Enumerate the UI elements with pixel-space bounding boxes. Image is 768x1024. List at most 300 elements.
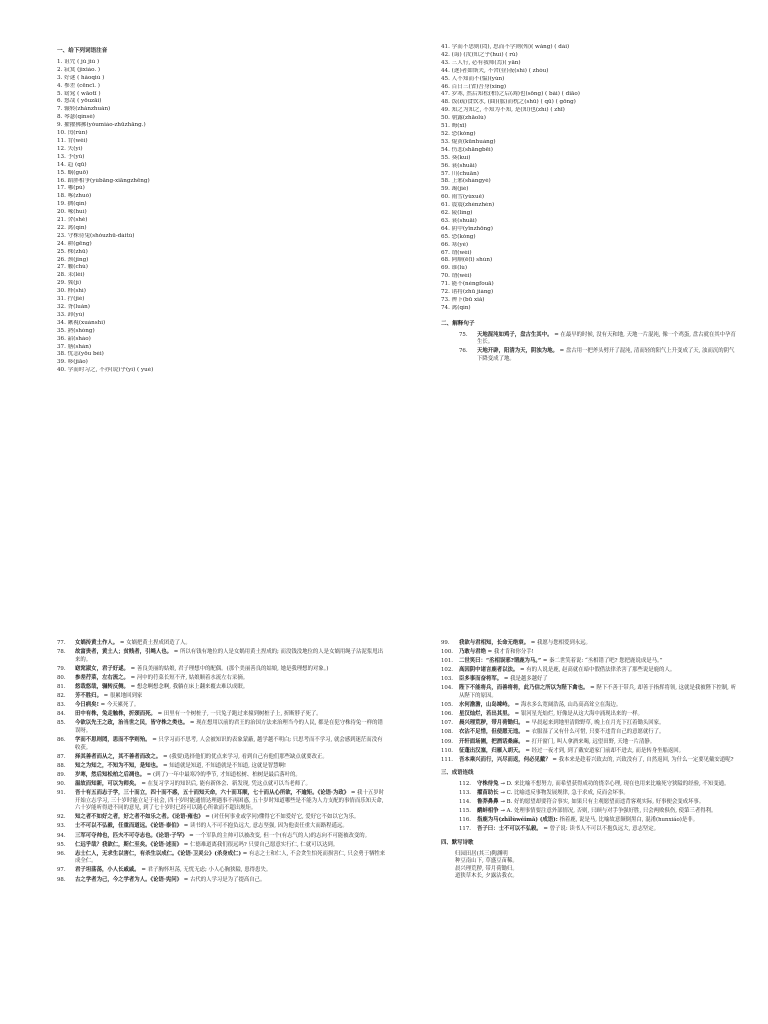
vocab-item: 69. 谁(lù) (441, 265, 468, 272)
item-translation: C. 比喻违反事物发展规律, 急于求成, 反而会坏事。 (504, 790, 629, 796)
explain-item (441, 676, 741, 684)
item-number: 79. (57, 665, 66, 672)
item-number: 96. (57, 850, 66, 857)
item-number: 104. (441, 685, 454, 692)
explain-item (57, 814, 387, 822)
item-text (459, 757, 741, 765)
item-sentence: 吾十有五而志于学，三十而立，四十而不惑，五十而知天命，六十而耳顺，七十而从心所欲，不逾矩。《论语·为政》 (75, 790, 350, 797)
item-translation: = 很累地回到家 (101, 693, 143, 700)
item-number: 94. (57, 832, 66, 839)
vocab-item: 52. 恐(kǒng) (441, 130, 476, 137)
item-text (459, 748, 741, 756)
item-text (75, 877, 387, 885)
vocab-item: 14. 趋 (qū) (57, 161, 87, 168)
item-sentence: 知之者不如好之者，好之者不如乐之者。《论语·雍也》 (75, 814, 204, 821)
idiom-item (459, 826, 741, 834)
idiom-item (459, 781, 741, 789)
vocab-item: 30. 释(shì) (57, 288, 86, 295)
item-number: 87. (57, 753, 66, 760)
vocab-item: 70. 谓(wèi) (441, 273, 472, 280)
vocab-item: 47. 岁寒, 然后知松(柏)之后(凋)也(sōng) ( bǎi) ( diāo) (441, 91, 580, 98)
vocab-item: 61. 震震(zhènzhèn) (441, 202, 495, 209)
item-text (477, 781, 741, 789)
item-number: 90. (57, 781, 66, 787)
vocab-item: 68. 阿顺(ē(ī) shùn) (441, 257, 493, 264)
explain-item (441, 649, 741, 657)
item-text (459, 649, 741, 657)
item-sentence: 衣沾不足惜，但使愿无违。 (459, 729, 524, 736)
item-translation: = (对任何事业或学问)懂得它不如爱好它, 爱好它不如以它为乐。 (203, 814, 360, 821)
item-text (477, 817, 741, 825)
item-translation: = 善良美丽的姑娘, 君子理想中的配偶。(那个美丽善良的姑娘, 她是我理想的对象。) (128, 665, 329, 672)
item-translation: = 在复习学习的知识后, 能有新体会、新发现, 凭这点就可以当老师了。 (139, 781, 311, 787)
item-sentence: 天地混沌如鸡子，盘古生其中。 (477, 331, 553, 338)
vocab-item: 2. 寂寞 (jìxiào. ) (57, 66, 101, 73)
vocab-item: 38. 忧恚(yōu bèi) (57, 351, 104, 358)
item-translation: = 古代的人学习是为了提高自己。 (182, 876, 266, 883)
item-text (477, 808, 741, 816)
vocab-item: 42. (诲) (汝)知之乎(huì) ( rǔ) (441, 51, 518, 58)
item-sentence: 吾本乘兴而行，兴尽而返，何必见戴？ (459, 756, 551, 763)
item-text (75, 640, 387, 648)
item-translation: = 我是越多越好了 (502, 676, 548, 683)
vocab-item: 28. 耒(lěi) (57, 272, 85, 279)
item-text (75, 711, 387, 719)
item-number: 112. (459, 780, 472, 787)
explain-item (57, 693, 387, 701)
item-sentence: 女娲抟黄土作人。 (75, 640, 119, 646)
explain-list (57, 640, 387, 884)
item-number: 109. (441, 738, 454, 745)
item-text (459, 711, 741, 719)
item-text (75, 833, 387, 841)
item-sentence: 参差荇菜，左右流之。 (75, 674, 129, 681)
item-translation: = 早晨起来到地里清除野草, 晚上在月光下扛着锄头回家。 (523, 720, 665, 727)
item-number: 84. (57, 711, 66, 718)
explain-item (57, 649, 387, 664)
item-translation: = 君子胸怀坦荡, 无忧无虑; 小人心胸狭隘, 患得患失。 (139, 867, 272, 874)
item-sentence: 今欲以先王之政，治当世之民，皆守株之类也。 (75, 720, 189, 727)
vocab-item: 7. 辗转(zhǎnzhuǎn) (57, 106, 111, 113)
item-translation: B. 好的愿望却要符合事实, 如果只有主观愿望而违背客观实际, 好事便会变成坏事。 (504, 799, 705, 806)
item-sentence: 择其善者而从之，其不善者而改之。 (75, 753, 162, 760)
item-text (75, 867, 387, 875)
explain-item (57, 851, 387, 866)
item-sentence: 志士仁人，无求生以害仁，有杀生以成仁。《论语·卫灵公》(杀身成仁) (75, 850, 241, 857)
item-sentence: 指鹿为马(zhǐlùwéimǎ) (成语): (477, 817, 558, 824)
item-number: 91. (57, 790, 66, 797)
vocab-item: 16. 蹈胖相争(yùbāng-xiāngzhēng) (57, 177, 150, 184)
idiom-item (459, 790, 741, 798)
vocab-item: 22. 禽(qín) (57, 224, 87, 231)
explain-column-left (57, 640, 387, 886)
item-translation: = 衣服湿了又有什么可惜, 只要不违背自己的意愿就行了。 (523, 729, 665, 736)
explain-item (441, 757, 741, 765)
vocab-item: 37. 膳(shàn) (57, 343, 92, 350)
explain-item (57, 720, 387, 735)
item-number: 107. (441, 720, 454, 727)
idiom-list (441, 781, 741, 834)
vocab-item: 45. 人不知而不(愠)(yùn) (441, 75, 505, 82)
item-text (75, 754, 387, 762)
item-sentence: 温故而知新，可以为师矣。 (75, 781, 140, 787)
vocab-item: 48. 饭(疏)食饮水, (曲)(肱)而枕之(shū) ( qū) ( gōng) (441, 99, 576, 106)
vocab-item: 56. 衰(shuāi) (441, 162, 477, 169)
item-translation: = 盘古用一把斧头劈开了混沌, 清而轻的阳气上升变成了天, 浊而沉的阴气下降变成了地。 (477, 348, 735, 362)
vocab-item: 60. 雨雪(yùxuě) (441, 194, 485, 201)
item-text (477, 790, 741, 798)
item-text (459, 739, 741, 747)
item-sentence: 知之为知之，不知为不知，是知也。 (75, 762, 162, 769)
item-text (477, 332, 739, 347)
item-sentence: 今日病矣! (75, 702, 99, 709)
item-number: 102. (441, 667, 454, 674)
item-number: 111. (441, 756, 454, 763)
vocab-item: 20. 喙(huì) (57, 209, 87, 216)
item-sentence: 悠哉悠哉，辗转反侧。 (75, 683, 129, 690)
item-sentence: 二世笑曰：“丞相误邪?谓鹿为马。” (459, 658, 542, 665)
vocab-item: 59. 竭(jié) (441, 186, 469, 193)
item-translation: = 陛下不善于带兵, 却善于指挥将领, 这就是我被陛下控制, 听从陛下的原因。 (459, 685, 736, 700)
section-heading-idioms: 三、成语连线 (441, 770, 474, 777)
item-translation: = 海水多么宽阔浩荡, 山岛高高耸立在海边。 (512, 702, 622, 709)
explain-item (57, 790, 387, 813)
vocab-item: 67. 谓(wèi) (441, 249, 472, 256)
explain-list (441, 640, 741, 764)
item-translation: = 有志之士和仁人, 不会贪生怕死而损害仁, 只会勇于牺牲来成全仁。 (75, 850, 386, 865)
vocab-item: 44. (逐)者如斯夫, 不舍(昼)夜(shì) ( zhòu) (441, 67, 549, 74)
vocab-item: 25. 株(zhū) (57, 248, 88, 255)
item-sentence: 三军可夺帅也，匹夫不可夺志也。《论语·子罕》 (75, 832, 188, 839)
explain-item (441, 640, 741, 648)
item-translation: = 河中的荇菜长短不齐, 姑娘顺着水流左右采摘。 (128, 674, 249, 681)
item-number: 114. (459, 799, 472, 806)
item-translation: = 经过一夜才到, 到了戴安道家门前却不进去, 而是转身坐船返回。 (523, 747, 685, 754)
item-sentence: 守株待兔 → (477, 780, 505, 787)
explain-item (441, 729, 741, 737)
item-text (75, 790, 387, 813)
item-translation: = 今天累死了。 (98, 702, 140, 709)
item-translation: = (我要)选择他们的优点来学习, 看到自己有他们那些缺点就要改正。 (161, 753, 328, 760)
poem-line: 归园田居(其三)陶渊明 (455, 850, 508, 857)
item-text (459, 702, 741, 710)
explain-item (57, 877, 387, 885)
item-sentence: 陛下不能将兵，而善将将，此乃信之所以为陛下禽也。 (459, 685, 589, 692)
vocab-item: 50. 朝露(zhāolù) (441, 115, 486, 122)
item-sentence: 岁寒，然后知松柏之后凋也。 (75, 771, 146, 778)
vocab-column-right (441, 44, 741, 365)
item-number: 92. (57, 814, 66, 821)
explain-item (57, 737, 387, 752)
item-translation: = 仁德难道离我们很远吗? 只要自己愿意实行仁, 仁就可以达到。 (182, 841, 339, 848)
explain-item (57, 711, 387, 719)
item-text (477, 826, 741, 834)
item-sentence: 乃敢与君绝 (459, 649, 486, 656)
explain-item (57, 684, 387, 692)
item-translation: = 打开窗门, 叫人拿酒来喝, 远望田野, 天地一片清静。 (523, 738, 656, 745)
explain-item (441, 748, 741, 756)
item-sentence: 仁远乎哉？我欲仁，斯仁至矣。《论语·述而》 (75, 841, 182, 848)
vocab-item: 12. 矢(yì) (57, 145, 83, 152)
item-sentence: 我欲与君相知，长命无绝衰。 (459, 640, 530, 646)
item-translation: A. 处理事情要注意外部情况, 否则, 只顾与对手争强好胜, 只会两败俱伤, 使第三者得利。 (504, 808, 717, 815)
vocab-item: 43. 三人行, 必有我师(焉)( yān) (441, 59, 521, 66)
vocab-item: 51. 晦(xī) (441, 123, 467, 130)
idiom-item (459, 808, 741, 816)
vocab-item: 24. 耕(gēng) (57, 240, 92, 247)
vocab-item: 36. 韶(sháo) (57, 335, 91, 342)
vocab-item: 26. 颈(jǐng) (57, 256, 89, 263)
vocab-item: 13. 予(yǔ) (57, 153, 85, 160)
explain-item (459, 348, 739, 363)
item-translation: = 银河星光灿烂, 好像是从这大海中涌现出来的一样。 (512, 711, 643, 718)
poem-line: 晨兴理荒秽, 带月荷锄归。 (455, 865, 518, 872)
poem-text (441, 851, 741, 881)
item-sentence: 臣多事而奋将军。 (459, 676, 503, 683)
explain-list (459, 332, 739, 364)
item-sentence: 吾子曰：士不可以不弘毅。 (477, 826, 542, 833)
item-number: 85. (57, 720, 66, 727)
vocab-item: 31. 拧(jié) (57, 296, 85, 303)
item-text (459, 729, 741, 737)
vocab-item: 8. 琴瑟(qínsè) (57, 114, 95, 121)
item-text (75, 684, 387, 692)
vocab-item: 9. 擢擢拂拂(yǒumiáo-zhūzhāng.) (57, 122, 146, 129)
vocab-item: 46. 百日三(省)吾身(xǐng) (441, 83, 507, 90)
item-text (75, 851, 387, 866)
item-sentence: 芳不胜归。 (75, 693, 102, 700)
vocab-item: 29. 冀(jì) (57, 280, 82, 287)
vocab-item: 40. 学而时习之, 不亦(说)乎(yì) ( yuè) (57, 367, 154, 374)
explain-item (441, 658, 741, 666)
item-text (75, 666, 387, 674)
poem-line: 道狭草木长, 夕露沾我衣。 (455, 873, 518, 880)
vocab-item: 53. 焜黄(kūnhuáng) (441, 138, 496, 145)
explain-item (57, 781, 387, 789)
item-sentence: 高因阴中诸言鹿者以法。 (459, 667, 519, 674)
vocab-item: 55. 葵(kuí) (441, 154, 471, 161)
explain-item (57, 666, 387, 674)
explain-item (441, 739, 741, 747)
item-number: 110. (441, 747, 454, 754)
item-translation: = 现在想用以前的君王的治国方法来治理当今的人民, 都是在犯守株待兔一样的错误呀。 (75, 720, 383, 734)
item-sentence: 征蓬出汉塞，归雁入胡天。 (459, 747, 524, 754)
item-translation: = 在最早的时候, 没有天和地, 天地一片混沌, 像一个鸡蛋, 盘古就在其中孕育生长。 (477, 331, 736, 346)
explain-item (57, 823, 387, 831)
item-translation: = 一个军队的主帅可以被改变, 但一个(有志气的人)的志向不可能被改变的。 (187, 832, 371, 839)
item-sentence: 水何澹澹，山岛竦峙。 (459, 702, 513, 709)
item-translation: = 我愿与您相爱到永远。 (529, 640, 591, 646)
item-text (75, 675, 387, 683)
vocab-item: 57. 川(chuān) (441, 170, 479, 177)
item-translation: = 读书的人不可不抱负远大, 意志坚强, 因为他责任重大而路程遥远。 (182, 823, 348, 830)
item-translation: = 田里有一个树桩子, 一只兔子跑过来撞到树桩子上, 折断脖子死了。 (155, 711, 322, 718)
vocab-item: 3. 好逑 ( hǎoqiú ) (57, 74, 105, 81)
vocab-item: 4. 参差 (cēncī. ) (57, 82, 100, 89)
vocab-item: 41. 学而不思则(罔), 思而不学则(殆)( wǎng) ( dài) (441, 44, 570, 50)
item-number: 82. (57, 693, 66, 700)
item-number: 78. (57, 649, 66, 656)
section-heading-explain: 二、解释句子 (441, 320, 475, 327)
item-text (75, 842, 387, 850)
item-number: 80. (57, 674, 66, 681)
item-number: 77. (57, 640, 66, 646)
item-sentence: 晨兴理荒秽，带月荷锄归。 (459, 720, 524, 727)
item-sentence: 天地开辟，阳清为天，阴浊为地。 (477, 348, 558, 355)
vocab-item: 27. 触(chù) (57, 264, 88, 271)
item-number: 89. (57, 771, 66, 778)
item-text (75, 772, 387, 780)
vocab-item: 64. 阴中(yīnzhōng) (441, 225, 493, 232)
section-heading-poem: 四、默写诗歌 (441, 839, 474, 846)
item-number: 98. (57, 876, 66, 883)
vocab-item: 33. 卸(yù) (57, 311, 85, 318)
vocab-list (441, 44, 741, 313)
explain-item (441, 667, 741, 675)
item-text (75, 781, 387, 789)
item-number: 86. (57, 737, 66, 744)
vocab-item: 34. 瞅視(xuànshì) (57, 319, 106, 326)
item-text (75, 737, 387, 752)
vocab-item: 62. 陵(líng) (441, 210, 473, 217)
explain-item (57, 833, 387, 841)
poem-line: 种豆南山下, 草盛豆苗稀。 (455, 858, 518, 865)
item-translation: = 想念啊想念啊, 我躺在床上翻来覆去难以成眠。 (128, 683, 249, 690)
item-number: 105. (441, 702, 454, 709)
item-translation: = 所以有钱有地位的人是女娲用黄土捏成的; 而没钱没地位的人是女娲用绳子沾泥浆甩出来的。 (75, 649, 383, 663)
item-sentence: 窈窕淑女，君子好逑。 (75, 665, 129, 672)
item-text (459, 676, 741, 684)
item-number: 115. (459, 808, 472, 815)
item-translation: = 我本来是趁着兴致去的, 兴致没有了, 自然返回, 为什么一定要见戴安道呢? (550, 756, 734, 763)
item-sentence: 鹬蚌相争 → (477, 808, 505, 815)
explain-item (57, 842, 387, 850)
vocab-item: 32. 胥(luǎn) (57, 304, 90, 310)
item-text (75, 814, 387, 822)
vocab-item: 6. 悠哉 ( yōuzāi) (57, 98, 102, 105)
item-text (75, 720, 387, 735)
item-translation: 指着鹿, 说是马, 比喻故意颠倒黑白, 混淆(hunxiáo)是非。 (557, 817, 698, 824)
item-sentence: 君子坦荡荡，小人长戚戚。 (75, 867, 140, 874)
item-translation: = 只学习而不思考, 人会被知识的表象蒙蔽, 越学越不明白; 只思考而不学习, 就会感到迷茫而没有收获。 (75, 737, 383, 751)
item-sentence: 故富贵者，黄土人；贫贱者，引绳人也。 (75, 649, 173, 656)
item-number: 76. (459, 348, 468, 355)
explain-item (57, 772, 387, 780)
item-translation: = 我才肯和你分手! (485, 649, 534, 656)
vocab-item: 54. 伤悲(shāngbēi) (441, 146, 493, 153)
vocab-item: 39. 哆(jiāo) (57, 359, 88, 366)
item-sentence: 士不可以不弘毅，任重而道远。《论语·泰伯》 (75, 823, 182, 830)
item-translation: = 知道就是知道, 不知道就是不知道, 这就是智慧啊! (161, 762, 287, 769)
item-translation: = 有的人说是鹿, 赵高就在暗中假借法律杀害了那些说是鹿的人。 (518, 667, 676, 674)
vocab-item: 58. 上邪(shàngyé) (441, 178, 491, 185)
explain-item (459, 332, 739, 347)
item-sentence: 星汉灿烂，若出其里。 (459, 711, 513, 718)
item-number: 99. (441, 640, 450, 646)
item-text (459, 685, 741, 700)
vocab-item: 5. 窈窕 ( wāotī ) (57, 90, 101, 97)
idiom-item (459, 799, 741, 807)
vocab-item: 74. 禽(qín) (441, 304, 471, 311)
item-text (75, 649, 387, 664)
vocab-item: 15. 蜗(guō) (57, 169, 89, 176)
item-translation: = 我十五岁时开始立志学习, 三十岁时能立足于社会, 四十岁时能通情达理遇事不再困惑, 五十岁时知道哪些是不能为人力支配的事情而乐知天命, 六十岁能听得进不同的意见, 到了七十岁时已经可以随心所欲而不超出规矩。 (75, 790, 385, 812)
item-number: 93. (57, 823, 66, 830)
item-text (459, 667, 741, 675)
item-text (75, 693, 387, 701)
item-text (75, 763, 387, 771)
item-text (477, 348, 739, 363)
item-number: 81. (57, 683, 66, 690)
item-translation: = (到了)一年中最寒冷的季节, 才知道松树、柏树是最后落叶的。 (145, 771, 301, 778)
vocab-item: 1. 诅咒 ( jǔ jiù ) (57, 58, 100, 65)
item-text (75, 823, 387, 831)
vocab-item: 21. 舍(shě) (57, 217, 88, 224)
vocab-item: 18. 啄(zhuó) (57, 193, 92, 200)
explain-item (57, 867, 387, 875)
item-translation: = 秦二世笑着说: “丞相错了吧? 您把鹿说成是马。” (541, 658, 663, 665)
item-number: 113. (459, 790, 472, 796)
vocab-item: 23. 守株待兔(shǒuzhū-dàitù) (57, 232, 135, 239)
vocab-list (57, 59, 377, 375)
explain-item (57, 702, 387, 710)
item-text (477, 799, 741, 807)
item-sentence: 擢苗助长 → (477, 790, 505, 796)
vocab-item: 10. 闰(rùn) (57, 130, 88, 137)
vocab-item: 49. 知之为知之, 不知为不知, 是(知)也(zhì) ( zhī) (441, 107, 565, 114)
item-text (459, 658, 741, 666)
item-number: 75. (459, 331, 468, 338)
vocab-item: 19. 擒(qín) (57, 201, 87, 208)
item-sentence: 古之学者为己，今之学者为人。《论语·宪问》 (75, 876, 182, 883)
vocab-item: 63. 衰(shuāi) (441, 217, 477, 224)
item-number: 95. (57, 841, 66, 848)
item-sentence: 学而不思则罔，思而不学则殆。 (75, 737, 151, 744)
vocab-item: 73. 辨下(bū xiǎ) (441, 297, 485, 303)
item-number: 101. (441, 658, 454, 665)
section-heading-pinyin: 一、给下列词语注音 (57, 48, 108, 54)
item-text (459, 640, 741, 648)
item-number: 116. (459, 817, 472, 824)
item-number: 83. (57, 702, 66, 709)
item-sentence: 田中有株，兔走触株，折颈而死。 (75, 711, 156, 718)
explain-item (57, 675, 387, 683)
item-number: 100. (441, 649, 454, 656)
explain-item (441, 685, 741, 700)
explain-item (441, 720, 741, 728)
item-number: 103. (441, 676, 454, 683)
explain-item (57, 754, 387, 762)
item-translation: D. 来比喻不想努力, 而希望获得成功的侥幸心理, 现在也用来比喻死守狭隘的经验, 不知变通。 (504, 780, 730, 787)
vocab-column-left (57, 44, 377, 375)
item-sentence: 开轩面场圃，把酒话桑麻。 (459, 738, 524, 745)
vocab-item: 11. 背(wěi) (57, 137, 88, 144)
item-number: 97. (57, 867, 66, 874)
item-translation: = 曾子说: 读书人不可以不抱负远大, 意志坚定。 (541, 826, 660, 833)
vocab-item: 65. 恐(kǒng) (441, 233, 476, 240)
vocab-item: 66. 寒(yè) (441, 241, 469, 248)
item-translation: = 女娲把黄土捏成团造了人。 (118, 640, 191, 646)
item-number: 117. (459, 826, 472, 833)
item-number: 88. (57, 762, 66, 769)
explain-item (441, 711, 741, 719)
item-number: 106. (441, 711, 454, 718)
explain-item (441, 702, 741, 710)
vocab-item: 72. 诸将(zhū jiàng) (441, 289, 494, 296)
item-number: 108. (441, 729, 454, 736)
vocab-item: 17. 哪(pù) (57, 185, 85, 192)
vocab-item: 71. 能不(néngfouā) (441, 281, 494, 288)
